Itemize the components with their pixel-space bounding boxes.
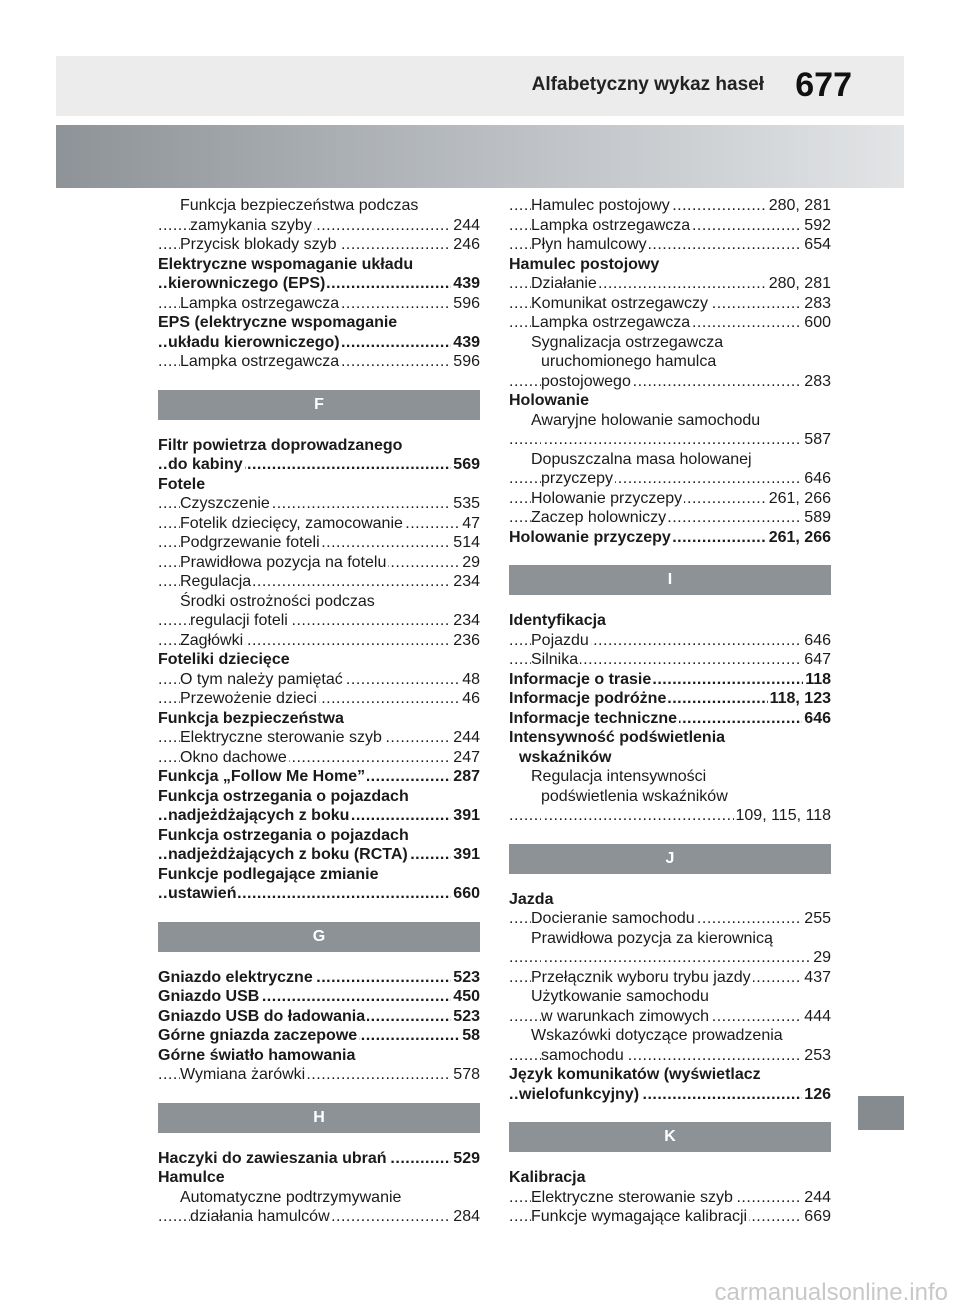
entry-page: 261, 266: [768, 489, 831, 507]
entry-page: 535: [453, 495, 480, 512]
entry-text: Regulacja intensywności: [531, 768, 707, 785]
index-entry: [158, 767, 480, 787]
page-header: [56, 56, 904, 116]
entry-page: 587: [804, 431, 831, 448]
entry-text: Lampka ostrzegawcza: [531, 314, 691, 331]
entry-text: Działanie: [531, 275, 597, 292]
index-entry: [509, 948, 831, 968]
entry-page: 244: [453, 729, 480, 746]
entry-text: działania hamulców: [190, 1208, 330, 1225]
entry-page: 669: [804, 1208, 831, 1225]
index-entry: [509, 294, 831, 314]
index-entry: [158, 274, 480, 294]
entry-page: 391: [453, 846, 480, 863]
entry-page: 244: [453, 216, 480, 234]
index-entry: [158, 826, 480, 846]
index-entry: [509, 670, 831, 690]
index-entry: [158, 494, 480, 514]
entry-page: 280, 281: [768, 197, 831, 214]
entry-page: 283: [804, 372, 831, 390]
index-entry: [158, 592, 480, 612]
entry-text: Funkcja ostrzegania o pojazdach: [158, 787, 409, 805]
header-title: Alfabetyczny wykaz haseł: [531, 74, 764, 95]
entry-page: 234: [453, 612, 480, 629]
index-entry: [509, 352, 831, 372]
entry-text: Hamulce: [158, 1169, 225, 1186]
index-entry: [158, 572, 480, 592]
entry-page: 261, 266: [768, 528, 831, 546]
entry-text: Prawidłowa pozycja na fotelu: [180, 553, 387, 571]
index-entry: [509, 508, 831, 528]
entry-text: Pojazdu: [531, 631, 589, 649]
entry-page: 647: [804, 651, 831, 668]
entry-text: Foteliki dziecięce: [158, 651, 290, 668]
index-entry: [509, 1065, 831, 1085]
entry-text: Sygnalizacja ostrzegawcza: [531, 333, 724, 351]
entry-text: Funkcje wymagające kalibracji: [531, 1208, 748, 1225]
entry-text: Prawidłowa pozycja za kierownicą: [531, 929, 773, 947]
index-entry: [509, 430, 831, 450]
index-entry: [509, 489, 831, 509]
watermark: carmanualsonline.info: [714, 1279, 948, 1306]
entry-text: Fotele: [158, 475, 206, 493]
index-entry: [158, 235, 480, 255]
entry-text: Informacje o trasie: [509, 670, 652, 688]
index-entry: [509, 1168, 831, 1188]
entry-page: 58: [462, 1027, 480, 1044]
index-entry: [158, 1149, 480, 1169]
entry-text: Hamulec postojowy: [509, 255, 660, 273]
index-entry: [158, 313, 480, 333]
index-entry: [158, 533, 480, 553]
index-entry: [509, 987, 831, 1007]
index-entry: [509, 216, 831, 236]
entry-text: Elektryczne sterowanie szyb: [531, 1188, 733, 1206]
index-entry: [509, 274, 831, 294]
entry-text: Automatyczne podtrzymywanie: [180, 1188, 402, 1206]
entry-text: kierowniczego (EPS): [168, 275, 326, 292]
index-entry: [158, 670, 480, 690]
index-entry: [509, 929, 831, 949]
entry-page: 47: [462, 514, 480, 532]
entry-text: Górne gniazda zaczepowe: [158, 1027, 358, 1044]
entry-text: Awaryjne holowanie samochodu: [531, 411, 761, 429]
entry-page: 596: [453, 353, 480, 370]
entry-page: 523: [453, 968, 480, 986]
index-entry: [158, 514, 480, 534]
entry-text: Funkcja „Follow Me Home”: [158, 768, 366, 785]
entry-page: 439: [453, 275, 480, 292]
index-entry: [158, 1168, 480, 1188]
entry-text: Filtr powietrza doprowadzanego: [158, 436, 403, 454]
entry-text: Identyfikacja: [509, 612, 606, 629]
letter-heading: G: [158, 922, 480, 952]
entry-page: 283: [804, 294, 831, 312]
entry-text: nadjeżdżających z boku: [168, 807, 350, 824]
entry-text: regulacji foteli: [190, 612, 288, 629]
letter-heading: K: [509, 1122, 831, 1152]
entry-page: 253: [804, 1046, 831, 1064]
index-column-left: [158, 196, 480, 1227]
letter-heading: F: [158, 390, 480, 420]
index-entry: [158, 1007, 480, 1027]
index-entry: [158, 553, 480, 573]
entry-text: podświetlenia wskaźników: [541, 787, 728, 805]
index-entry: [509, 255, 831, 275]
entry-text: Fotelik dziecięcy, zamocowanie: [180, 514, 403, 532]
entry-text: [541, 949, 543, 966]
index-entry: [158, 631, 480, 651]
letter-heading: H: [158, 1103, 480, 1133]
entry-page: 118: [805, 670, 831, 688]
entry-page: 596: [453, 294, 480, 312]
entry-page: 255: [804, 910, 831, 927]
entry-page: 46: [462, 690, 480, 707]
index-entry: [509, 1085, 831, 1105]
entry-text: [541, 807, 543, 824]
entry-text: ustawień: [168, 885, 237, 902]
index-entry: [158, 689, 480, 709]
entry-text: Zagłówki: [180, 631, 244, 649]
index-entry: [509, 1207, 831, 1227]
index-entry: [158, 1065, 480, 1085]
entry-page: 646: [804, 470, 831, 487]
section-thumb-tab: [858, 1096, 904, 1130]
entry-text: wielofunkcyjny): [519, 1085, 640, 1103]
entry-text: Wskazówki dotyczące prowadzenia: [531, 1027, 783, 1044]
entry-text: Informacje techniczne: [509, 709, 678, 727]
entry-text: Komunikat ostrzegawczy: [531, 294, 708, 312]
index-entry: [509, 806, 831, 826]
entry-page: 646: [804, 709, 831, 727]
index-entry: [158, 728, 480, 748]
index-entry: [158, 865, 480, 885]
index-entry: [509, 611, 831, 631]
entry-text: Funkcje podlegające zmianie: [158, 865, 379, 883]
entry-text: Górne światło hamowania: [158, 1046, 356, 1064]
index-entry: [509, 235, 831, 255]
entry-page: 29: [813, 949, 831, 966]
entry-text: Silnika: [531, 651, 579, 668]
entry-text: nadjeżdżających z boku (RCTA): [168, 846, 408, 863]
index-entry: [509, 372, 831, 392]
index-entry: [158, 255, 480, 275]
entry-text: w warunkach zimowych: [541, 1007, 710, 1025]
entry-page: 569: [453, 456, 480, 473]
entry-page: 280, 281: [768, 275, 831, 292]
entry-text: Elektryczne wspomaganie układu: [158, 255, 414, 273]
entry-page: 578: [453, 1066, 480, 1083]
entry-text: uruchomionego hamulca: [541, 353, 717, 370]
entry-page: 118, 123: [769, 690, 831, 707]
entry-page: 529: [453, 1149, 480, 1167]
index-column-right: [509, 196, 831, 1227]
index-entry: [509, 631, 831, 651]
index-entry: [509, 689, 831, 709]
entry-page: 600: [804, 314, 831, 331]
entry-text: Czyszczenie: [180, 495, 270, 512]
index-entry: [158, 352, 480, 372]
entry-text: przyczepy: [541, 470, 614, 487]
index-entry: [509, 411, 831, 431]
index-entry: [509, 748, 831, 768]
entry-text: Funkcja ostrzegania o pojazdach: [158, 826, 409, 844]
entry-text: Zaczep holowniczy: [531, 509, 667, 526]
entry-text: Lampka ostrzegawcza: [180, 353, 340, 370]
index-entry: [509, 709, 831, 729]
index-entry: [158, 709, 480, 729]
entry-text: Gniazdo elektryczne: [158, 968, 313, 986]
index-entry: [509, 767, 831, 787]
index-entry: [158, 196, 480, 216]
entry-text: Holowanie: [509, 392, 590, 409]
index-entry: [158, 1026, 480, 1046]
entry-page: 236: [453, 631, 480, 649]
entry-text: zamykania szyby: [190, 216, 312, 234]
entry-page: 444: [804, 1007, 831, 1025]
entry-page: 29: [462, 553, 480, 571]
index-entry: [509, 313, 831, 333]
index-entry: [158, 475, 480, 495]
index-entry: [509, 196, 831, 216]
entry-page: 287: [453, 768, 480, 785]
index-entry: [158, 216, 480, 236]
entry-page: 439: [453, 333, 480, 351]
entry-text: wskaźników: [519, 748, 612, 766]
entry-text: Informacje podróżne: [509, 690, 667, 707]
entry-text: Wymiana żarówki: [180, 1066, 306, 1083]
index-entry: [158, 845, 480, 865]
letter-heading: I: [509, 565, 831, 595]
index-entry: [509, 1026, 831, 1046]
index-entry: [158, 987, 480, 1007]
entry-text: Gniazdo USB do ładowania: [158, 1007, 366, 1025]
index-entry: [158, 884, 480, 904]
index-entry: [158, 748, 480, 768]
index-entry: [509, 469, 831, 489]
index-entry: [158, 611, 480, 631]
entry-page: 523: [453, 1007, 480, 1025]
entry-page: 450: [453, 988, 480, 1005]
entry-page: 246: [453, 236, 480, 253]
index-entry: [509, 890, 831, 910]
index-entry: [509, 528, 831, 548]
entry-text: do kabiny: [168, 456, 243, 473]
entry-text: Przycisk blokady szyb: [180, 236, 337, 253]
entry-page: 646: [804, 631, 831, 649]
entry-text: Płyn hamulcowy: [531, 236, 647, 253]
index-entry: [509, 909, 831, 929]
entry-text: [541, 431, 543, 448]
entry-text: Funkcja bezpieczeństwa: [158, 709, 344, 727]
index-entry: [158, 436, 480, 456]
index-entry: [509, 728, 831, 748]
index-entry: [158, 650, 480, 670]
letter-heading: J: [509, 844, 831, 874]
entry-text: Hamulec postojowy: [531, 197, 670, 214]
entry-page: 48: [462, 670, 480, 688]
entry-page: 592: [804, 216, 831, 234]
entry-page: 437: [804, 968, 831, 986]
entry-text: Jazda: [509, 890, 554, 908]
entry-page: 391: [453, 807, 480, 824]
index-entry: [509, 1188, 831, 1208]
index-entry: [158, 968, 480, 988]
index-entry: [158, 787, 480, 807]
entry-page: 284: [453, 1208, 480, 1225]
entry-text: Dopuszczalna masa holowanej: [531, 450, 752, 468]
index-entry: [509, 1007, 831, 1027]
entry-text: Gniazdo USB: [158, 988, 260, 1005]
page-number: 677: [795, 66, 852, 104]
entry-page: 660: [453, 885, 480, 902]
index-entry: [158, 294, 480, 314]
entry-text: Przewożenie dzieci: [180, 690, 317, 707]
entry-text: Kalibracja: [509, 1169, 586, 1186]
entry-text: samochodu: [541, 1046, 624, 1064]
entry-page: 126: [804, 1085, 831, 1103]
entry-text: układu kierowniczego): [168, 333, 340, 351]
entry-page: 514: [453, 534, 480, 551]
entry-text: Okno dachowe: [180, 748, 287, 766]
entry-text: Elektryczne sterowanie szyb: [180, 729, 382, 746]
entry-text: postojowego: [541, 372, 631, 390]
entry-text: EPS (elektryczne wspomaganie: [158, 314, 398, 331]
entry-page: 244: [804, 1188, 831, 1206]
index-entry: [158, 1046, 480, 1066]
entry-page: 654: [804, 236, 831, 253]
index-entry: [509, 450, 831, 470]
index-entry: [158, 455, 480, 475]
entry-page: 234: [453, 573, 480, 590]
index-entry: [509, 391, 831, 411]
index-entry: [158, 1188, 480, 1208]
entry-text: Środki ostrożności podczas: [180, 592, 375, 610]
entry-text: Holowanie przyczepy: [509, 528, 671, 546]
entry-text: Przełącznik wyboru trybu jazdy: [531, 968, 751, 986]
entry-text: Haczyki do zawieszania ubrań: [158, 1149, 387, 1167]
entry-page: 109, 115, 118: [735, 807, 831, 824]
entry-text: Podgrzewanie foteli: [180, 534, 320, 551]
entry-text: Holowanie przyczepy: [531, 489, 683, 507]
entry-text: Intensywność podświetlenia: [509, 729, 726, 746]
entry-text: Funkcja bezpieczeństwa podczas: [180, 197, 419, 214]
index-entry: [509, 968, 831, 988]
index-entry: [509, 1046, 831, 1066]
entry-text: Lampka ostrzegawcza: [180, 294, 340, 312]
index-entry: [158, 806, 480, 826]
entry-page: 247: [453, 748, 480, 766]
header-band: [56, 125, 904, 188]
index-entry: [158, 1207, 480, 1227]
index-entry: [509, 333, 831, 353]
entry-text: Regulacja: [180, 573, 252, 590]
entry-text: O tym należy pamiętać: [180, 670, 343, 688]
entry-text: Docieranie samochodu: [531, 910, 695, 927]
index-entry: [158, 333, 480, 353]
entry-text: Lampka ostrzegawcza: [531, 216, 691, 234]
entry-text: Język komunikatów (wyświetlacz: [509, 1066, 761, 1083]
index-entry: [509, 650, 831, 670]
entry-text: Użytkowanie samochodu: [531, 988, 709, 1005]
entry-page: 589: [804, 509, 831, 526]
index-entry: [509, 787, 831, 807]
